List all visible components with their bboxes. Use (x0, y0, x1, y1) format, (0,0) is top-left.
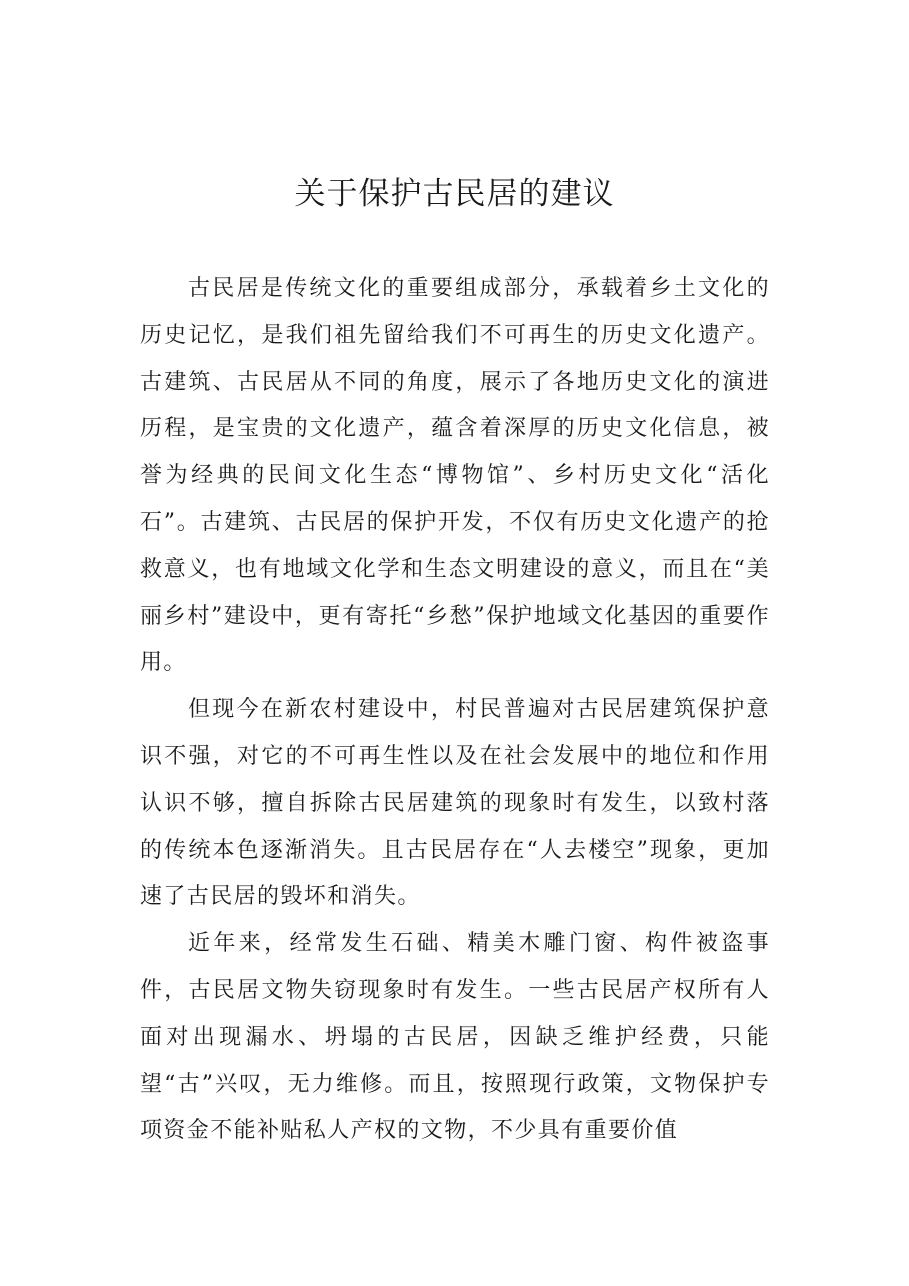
paragraph-3: 近年来，经常发生石础、精美木雕门窗、构件被盗事件，古民居文物失窃现象时有发生。一些古民居产权所有人面对出现漏水、坍塌的古民居，因缺乏维护经费，只能望“古”兴叹，无力维修。而且，按照现行政策，文物保护专项资金不能补贴私人产权的文物，不少具有重要价值 (140, 931, 770, 1144)
paragraph-1: 古民居是传统文化的重要组成部分，承载着乡土文化的历史记忆，是我们祖先留给我们不可再生的历史文化遗产。古建筑、古民居从不同的角度，展示了各地历史文化的演进历程，是宝贵的文化遗产，蕴含着深厚的历史文化信息，被誉为经典的民间文化生态“博物馆”、乡村历史文化“活化石”。古建筑、古民居的保护开发，不仅有历史文化遗产的抢救意义，也有地域文化学和生态文明建设的意义，而且在“美丽乡村”建设中，更有寄托“乡愁”保护地域文化基因的重要作用。 (140, 276, 770, 676)
document-body (140, 266, 770, 1155)
paragraph-2: 但现今在新农村建设中，村民普遍对古民居建筑保护意识不强，对它的不可再生性以及在社会发展中的地位和作用认识不够，擅自拆除古民居建筑的现象时有发生，以致村落的传统本色逐渐消失。且古民居存在“人去楼空”现象，更加速了古民居的毁坏和消失。 (140, 697, 770, 910)
document-title: 关于保护古民居的建议 (294, 176, 615, 212)
